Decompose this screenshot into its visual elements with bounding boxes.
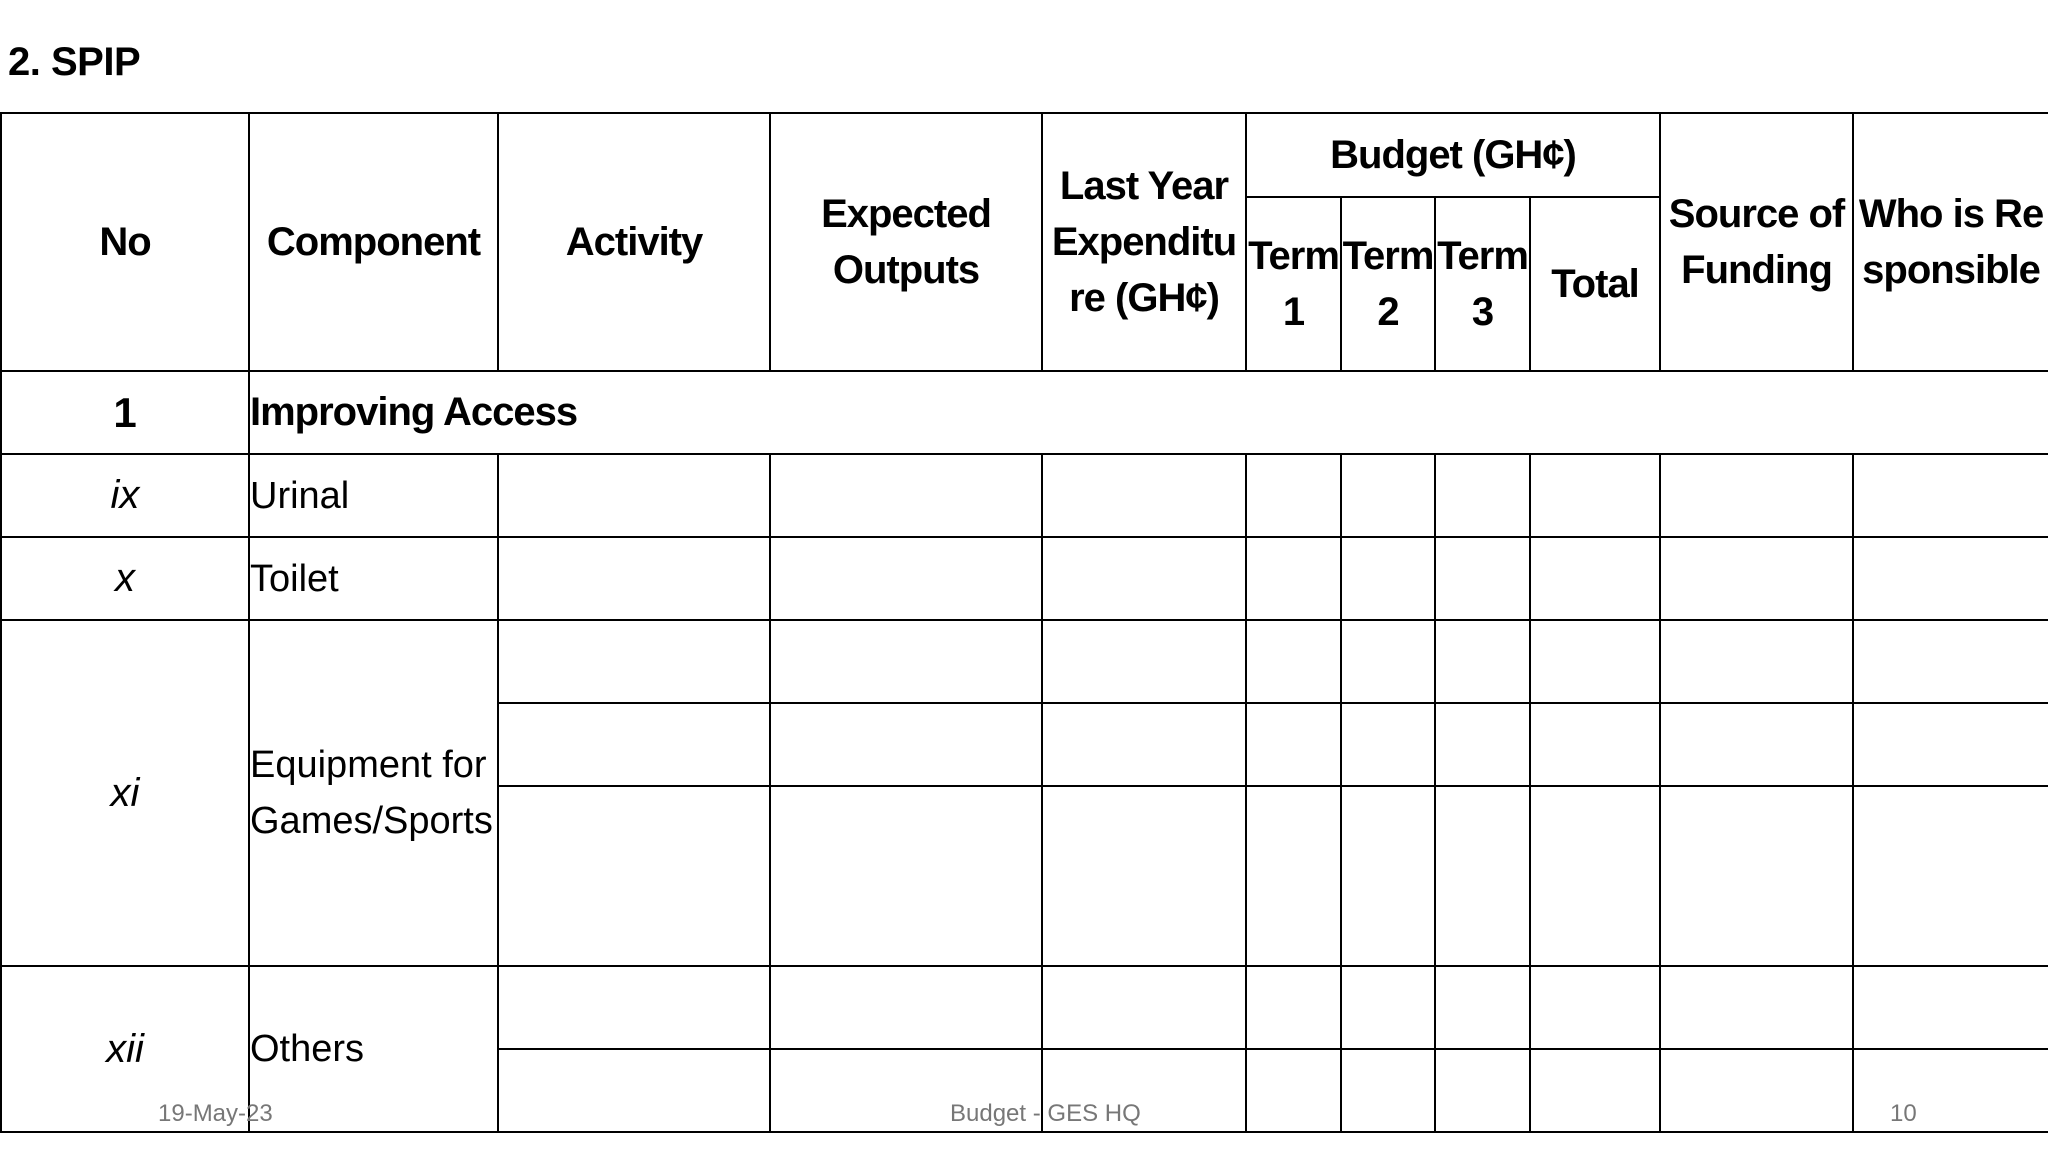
- header-activity: Activity: [498, 113, 770, 371]
- table-cell[interactable]: [498, 537, 770, 620]
- table-cell[interactable]: [1246, 454, 1341, 537]
- row-component: Equipment for Games/Sports: [249, 620, 498, 966]
- table-cell[interactable]: [770, 537, 1042, 620]
- table-cell[interactable]: [1530, 1049, 1660, 1132]
- header-last-year-expenditure: Last Year Expenditure (GH¢): [1042, 113, 1246, 371]
- table-cell[interactable]: [1660, 454, 1853, 537]
- header-component: Component: [249, 113, 498, 371]
- section-row: [1, 371, 2048, 454]
- footer-page-number: 10: [1890, 1100, 1917, 1127]
- table-cell[interactable]: [1246, 537, 1341, 620]
- header-term-1: Term 1: [1246, 197, 1341, 371]
- section-title: Improving Access: [249, 371, 2048, 454]
- table-cell[interactable]: [1853, 454, 2048, 537]
- table-cell[interactable]: [1853, 537, 2048, 620]
- table-cell[interactable]: [1341, 620, 1435, 703]
- header-total: Total: [1530, 197, 1660, 371]
- table-cell[interactable]: [770, 620, 1042, 703]
- table-cell[interactable]: [1853, 1049, 2048, 1132]
- table-cell[interactable]: [1530, 786, 1660, 966]
- table-cell[interactable]: [1530, 620, 1660, 703]
- row-no: xi: [1, 620, 249, 966]
- table-cell[interactable]: [1042, 537, 1246, 620]
- table-cell[interactable]: [1246, 703, 1341, 786]
- table-cell[interactable]: [1341, 1049, 1435, 1132]
- table-cell[interactable]: [1042, 966, 1246, 1049]
- table-cell[interactable]: [770, 454, 1042, 537]
- footer-center-text: Budget - GES HQ: [950, 1100, 1141, 1127]
- table-cell[interactable]: [1246, 620, 1341, 703]
- table-cell[interactable]: [1042, 786, 1246, 966]
- row-no: x: [1, 537, 249, 620]
- table-cell[interactable]: [1435, 966, 1530, 1049]
- table-cell[interactable]: [1530, 703, 1660, 786]
- table-cell[interactable]: [1660, 703, 1853, 786]
- table-cell[interactable]: [1246, 966, 1341, 1049]
- table-cell[interactable]: [1435, 703, 1530, 786]
- table-cell[interactable]: [1341, 454, 1435, 537]
- table-cell[interactable]: [1660, 786, 1853, 966]
- table-row: [1, 620, 2048, 703]
- table-cell[interactable]: [1660, 1049, 1853, 1132]
- header-expected-outputs: Expected Outputs: [770, 113, 1042, 371]
- table-row: [1, 966, 2048, 1049]
- table-cell[interactable]: [498, 1049, 770, 1132]
- table-row: [1, 537, 2048, 620]
- header-source-of-funding: Source of Funding: [1660, 113, 1853, 371]
- table-cell[interactable]: [1042, 703, 1246, 786]
- footer-date: 19-May-23: [158, 1100, 273, 1127]
- row-no: ix: [1, 454, 249, 537]
- table-cell[interactable]: [1530, 454, 1660, 537]
- table-cell[interactable]: [770, 703, 1042, 786]
- table-cell[interactable]: [1853, 786, 2048, 966]
- table-cell[interactable]: [770, 966, 1042, 1049]
- table-cell[interactable]: [1042, 454, 1246, 537]
- table-cell[interactable]: [1660, 537, 1853, 620]
- table-cell[interactable]: [770, 786, 1042, 966]
- table-cell[interactable]: [1341, 537, 1435, 620]
- table-cell[interactable]: [498, 703, 770, 786]
- table-cell[interactable]: [1341, 703, 1435, 786]
- table-cell[interactable]: [498, 620, 770, 703]
- header-budget: Budget (GH¢): [1246, 113, 1660, 197]
- header-who-is-responsible: Who is Responsible: [1853, 113, 2048, 371]
- table-cell[interactable]: [1435, 786, 1530, 966]
- table-cell[interactable]: [1341, 966, 1435, 1049]
- table-cell[interactable]: [1435, 1049, 1530, 1132]
- slide-title: 2. SPIP: [8, 40, 141, 84]
- table-row: [1, 454, 2048, 537]
- header-no: No: [1, 113, 249, 371]
- table-cell[interactable]: [1853, 620, 2048, 703]
- header-term-3: Term 3: [1435, 197, 1530, 371]
- table-cell[interactable]: [1435, 620, 1530, 703]
- table-cell[interactable]: [1435, 537, 1530, 620]
- table-cell[interactable]: [1246, 1049, 1341, 1132]
- row-component: Urinal: [249, 454, 498, 537]
- table-cell[interactable]: [1246, 786, 1341, 966]
- row-component: Toilet: [249, 537, 498, 620]
- table-cell[interactable]: [1042, 620, 1246, 703]
- table-cell[interactable]: [498, 966, 770, 1049]
- table-cell[interactable]: [1853, 966, 2048, 1049]
- table-cell[interactable]: [498, 786, 770, 966]
- table-cell[interactable]: [1853, 703, 2048, 786]
- row-no: xii: [1, 966, 249, 1132]
- table-cell[interactable]: [1530, 537, 1660, 620]
- table-cell[interactable]: [1435, 454, 1530, 537]
- table-cell[interactable]: [498, 454, 770, 537]
- table-cell[interactable]: [1530, 966, 1660, 1049]
- table-cell[interactable]: [1660, 620, 1853, 703]
- table-cell[interactable]: [1660, 966, 1853, 1049]
- spip-table: [0, 112, 2048, 1133]
- section-no: 1: [1, 371, 249, 454]
- table-cell[interactable]: [1341, 786, 1435, 966]
- row-component: Others: [249, 966, 498, 1132]
- header-term-2: Term 2: [1341, 197, 1435, 371]
